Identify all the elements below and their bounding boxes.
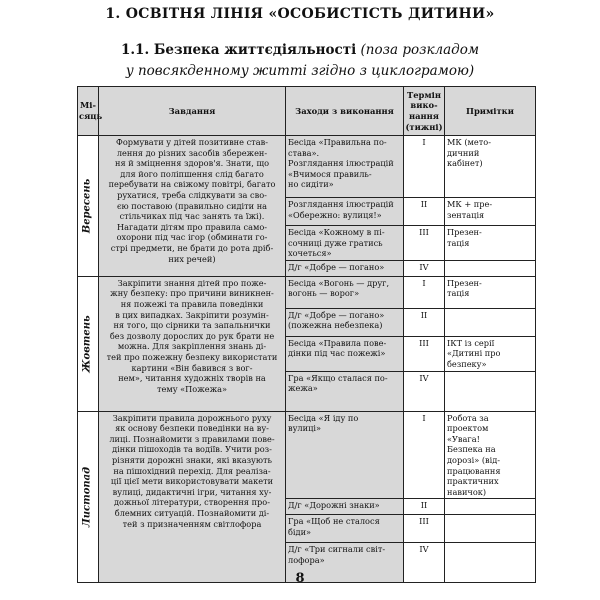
- term-cell: ІІ: [404, 198, 445, 226]
- plan-table: [77, 86, 536, 583]
- header-notes: Примітки: [445, 87, 536, 136]
- note-cell: [445, 499, 536, 515]
- measure-cell: Д/г «Три сигнали світ- лофора»: [286, 543, 404, 583]
- note-cell: [445, 260, 536, 276]
- header-task: Завдання: [99, 87, 286, 136]
- term-cell: ІІІ: [404, 515, 445, 543]
- task-cell: Закріпити правила дорожнього руху як основу безпеки поведінки на ву- лиці. Познайомити з правилами пове- дінки пішоходів та водіїв. Учити роз- різняти дорожні знаки, які вказують на пішохідний перехід. Для реаліза- ції цієї мети використовувати макети вулиці, дидактичні ігри, читання ху- дожньої літератури, створення про- блемних ситуацій. Познайомити ді- тей з призначенням світлофора: [99, 411, 286, 583]
- term-cell: ІІІ: [404, 226, 445, 261]
- measure-cell: Д/г «Дорожні знаки»: [286, 499, 404, 515]
- note-cell: Робота за проектом «Увага! Безпека на дорозі» (від- працювання практичних навичок): [445, 411, 536, 499]
- subsection-heading: 1.1. Безпека життєдіяльності: [120, 42, 357, 58]
- month-cell: [78, 411, 99, 583]
- measure-cell: Д/г «Добре — погано» (пожежна небезпека): [286, 308, 404, 336]
- subsection-note-line1: (поза розкладом: [360, 42, 480, 58]
- term-cell: І: [404, 136, 445, 198]
- month-name: Жовтень: [81, 315, 93, 373]
- measure-cell: Гра «Щоб не сталося біди»: [286, 515, 404, 543]
- term-cell: ІІ: [404, 308, 445, 336]
- month-name: Листопад: [81, 466, 93, 528]
- note-cell: ІКТ із серії «Дитині про безпеку»: [445, 336, 536, 371]
- note-cell: МК + пре- зентація: [445, 198, 536, 226]
- task-cell: Формувати у дітей позитивне став- лення до різних засобів збережен- ня й зміцнення здоров'я. Знати, що для його поліпшення слід багато перебувати на свіжому повітрі, багато рухатися, треба слідкувати за сво- єю поставою (правильно сидіти на стільчиках під час занять та їжі). Нагадати дітям про правила само- охорони під час ігор (обминати го- стрі предмети, не брати до рота дріб- них речей): [99, 136, 286, 277]
- term-cell: І: [404, 276, 445, 308]
- note-cell: Презен- тація: [445, 226, 536, 261]
- header-term: Термін вико- нання (тижні): [404, 87, 445, 136]
- month-cell: [78, 136, 99, 277]
- table-row: [78, 136, 536, 198]
- section-title: 1. ОСВІТНЯ ЛІНІЯ «ОСОБИСТІСТЬ ДИТИНИ»: [105, 6, 495, 22]
- note-cell: [445, 308, 536, 336]
- term-cell: IV: [404, 371, 445, 411]
- term-cell: ІІ: [404, 499, 445, 515]
- measure-cell: Д/г «Добре — погано»: [286, 260, 404, 276]
- measure-cell: Гра «Якщо сталася по- жежа»: [286, 371, 404, 411]
- note-cell: Презен- тація: [445, 276, 536, 308]
- measure-cell: Бесіда «Правильна по- става». Розглядання ілюстрацій «Вчимося правиль- но сидіти»: [286, 136, 404, 198]
- measure-cell: Розглядання ілюстрацій «Обережно: вулиця!»: [286, 198, 404, 226]
- table-body: [78, 136, 536, 583]
- table-row: [78, 276, 536, 308]
- note-cell: МК (мето- дичний кабінет): [445, 136, 536, 198]
- measure-cell: Бесіда «Вогонь — друг, вогонь — ворог»: [286, 276, 404, 308]
- term-cell: І: [404, 411, 445, 499]
- header-measures: Заходи з виконання: [286, 87, 404, 136]
- subsection-note-line2: у повсякденному житті згідно з циклограмою): [125, 63, 475, 79]
- term-cell: IV: [404, 260, 445, 276]
- term-cell: ІІІ: [404, 336, 445, 371]
- measure-cell: Бесіда «Кожному в пі- сочниці дуже гратись хочеться»: [286, 226, 404, 261]
- month-cell: [78, 276, 99, 411]
- note-cell: [445, 515, 536, 543]
- table-header-row: [78, 87, 536, 136]
- task-cell: Закріпити знання дітей про поже- жну безпеку: про причини виникнен- ня пожежі та правила поведінки в цих випадках. Закріпити розумін- ня того, що сірники та запальнички без дозволу дорослих до рук брати не можна. Для закріплення знань ді- тей про пожежну безпеку використати картини «Він бавився з вог- нем», читання художніх творів на тему «Пожежа»: [99, 276, 286, 411]
- term-cell: IV: [404, 543, 445, 583]
- measure-cell: Бесіда «Я іду по вулиці»: [286, 411, 404, 499]
- header-month: Мі- сяць: [78, 87, 99, 136]
- table-row: [78, 411, 536, 499]
- note-cell: [445, 371, 536, 411]
- page-number: 8: [295, 571, 305, 586]
- month-name: Вересень: [81, 178, 93, 234]
- measure-cell: Бесіда «Правила пове- дінки під час пожежі»: [286, 336, 404, 371]
- subsection-title: [0, 40, 600, 82]
